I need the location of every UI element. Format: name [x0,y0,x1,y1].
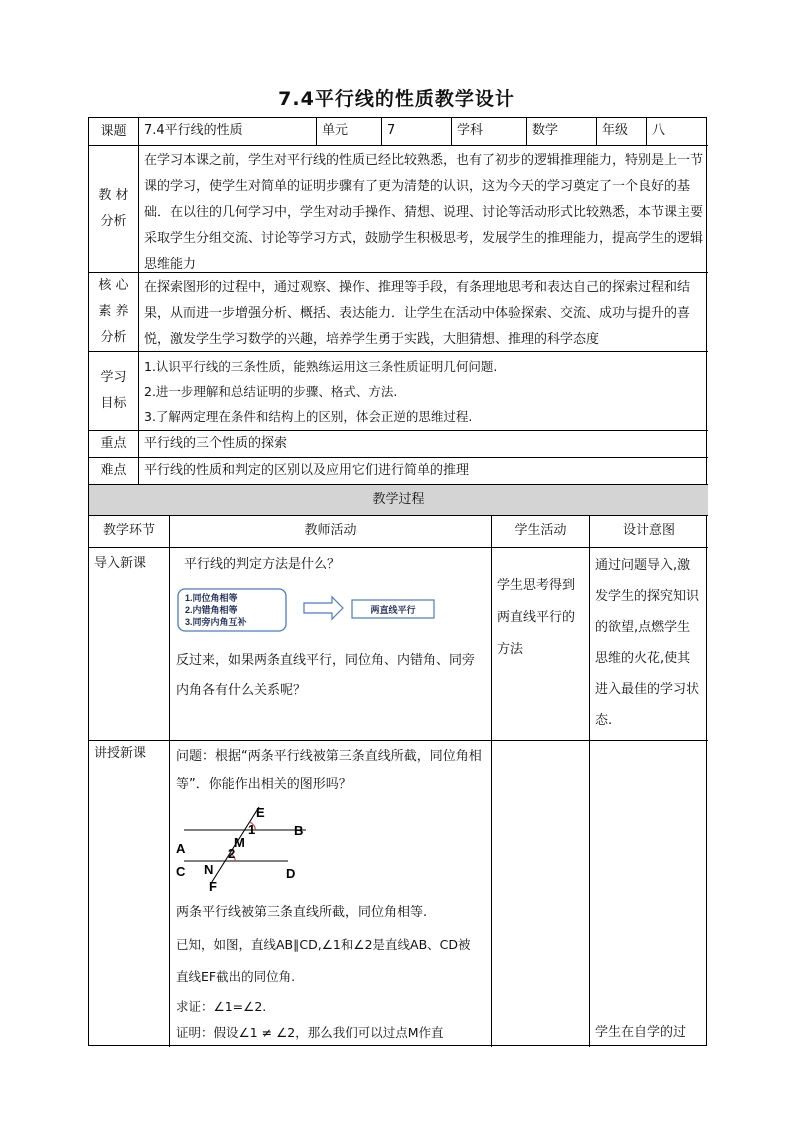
teach-intent-cell [590,741,708,1047]
label-e: E [256,805,265,820]
unit-label: 单元 [317,118,382,146]
method-1: 1.同位角相等 [185,593,238,603]
goals-label: 学习 目标 [89,352,139,431]
label-a: A [176,841,186,856]
subject-value: 数学 [527,118,597,146]
goals-list [139,352,708,431]
page-title: 7.4平行线的性质教学设计 [278,88,515,110]
arrow-right-icon [304,597,343,619]
subject-label: 学科 [452,118,527,146]
col-teacher: 教师活动 [170,516,492,548]
teach-stage: 讲授新课 [89,741,170,1047]
label-angle-2: 2 [228,846,236,861]
teach-student [492,741,590,1047]
analysis-text: 在学习本课之前，学生对平行线的性质已经比较熟悉，也有了初步的逻辑推理能力，特别是上一节课的学习，使学生对简单的证明步骤有了更为清楚的认识，这为今天的学习奠定了一个良好的基础．在以往的几何学习中，学生对动手操作、猜想、说理、讨论等活动形式比较熟悉，本节课主要采取学生分组交流、讨论等学习方式，鼓励学生积极思考，发展学生的推理能力，提高学生的逻辑思维能力 [139,146,708,273]
intro-stage: 导入新课 [89,548,170,741]
intro-student: 学生思考得到两直线平行的方法 [492,548,590,741]
result-text: 两直线平行 [370,605,416,615]
analysis-label: 教 材 分析 [89,146,139,273]
core-label: 核 心 素 养 分析 [89,273,139,352]
intro-intent: 通过问题导入,激发学生的探究知识的欲望,点燃学生思维的火花,使其进入最佳的学习状态. [590,548,708,741]
judgement-diagram [176,586,476,636]
label-f: F [209,879,217,893]
goal-item: 2.进一步理解和总结证明的步骤、格式、方法. [144,384,398,399]
teach-teacher-cell [170,741,492,1047]
grade-value: 八 [647,118,708,146]
label-m: M [234,835,245,850]
method-2: 2.内错角相等 [185,605,238,615]
goal-item: 3.了解两定理在条件和结构上的区别，体会正逆的思维过程. [144,409,473,424]
teach-statement: 两条平行线被第三条直线所截，同位角相等. [176,905,428,920]
key-point-text: 平行线的三个性质的探索 [139,431,708,458]
difficulty-label: 难点 [89,458,139,485]
lesson-plan-table [88,117,707,1046]
intro-followup: 反过来，如果两条直线平行，同位角、内错角、同旁内角各有什么关系呢？ [176,653,476,698]
label-d: D [286,866,296,881]
teach-prove: 求证：∠1=∠2. [176,999,267,1014]
teach-question: 问题：根据“两条平行线被第三条直线所截，同位角相等”．你能作出相关的图形吗？ [176,749,482,792]
teach-given: 已知，如图，直线AB∥CD,∠1和∠2是直线AB、CD被直线EF截出的同位角. [176,937,471,984]
teach-proof: 证明：假设∠1 ≠ ∠2，那么我们可以过点M作直 [176,1025,444,1040]
intro-question: 平行线的判定方法是什么？ [184,557,341,572]
parallel-lines-figure [176,803,326,893]
intro-teacher-cell [170,548,492,741]
label-angle-1: 1 [248,822,256,837]
teach-intent: 学生在自学的过 [595,1025,687,1040]
grade-label: 年级 [597,118,647,146]
key-point-label: 重点 [89,431,139,458]
difficulty-text: 平行线的性质和判定的区别以及应用它们进行简单的推理 [139,458,708,485]
topic-label: 课题 [89,118,139,146]
col-student: 学生活动 [492,516,590,548]
col-intent: 设计意图 [590,516,708,548]
process-header: 教学过程 [89,485,708,516]
method-3: 3.同旁内角互补 [185,617,247,627]
label-c: C [176,864,186,879]
label-n: N [204,862,214,877]
col-stage: 教学环节 [89,516,170,548]
topic-value: 7.4平行线的性质 [139,118,317,146]
goal-item: 1.认识平行线的三条性质，能熟练运用这三条性质证明几何问题. [144,359,498,374]
label-b: B [294,823,304,838]
core-text: 在探索图形的过程中，通过观察、操作、推理等手段，有条理地思考和表达自己的探索过程和结果，从而进一步增强分析、概括、表达能力．让学生在活动中体验探索、交流、成功与提升的喜悦，激发学生学习数学的兴趣，培养学生勇于实践，大胆猜想、推理的科学态度 [139,273,708,352]
unit-value: 7 [382,118,452,146]
